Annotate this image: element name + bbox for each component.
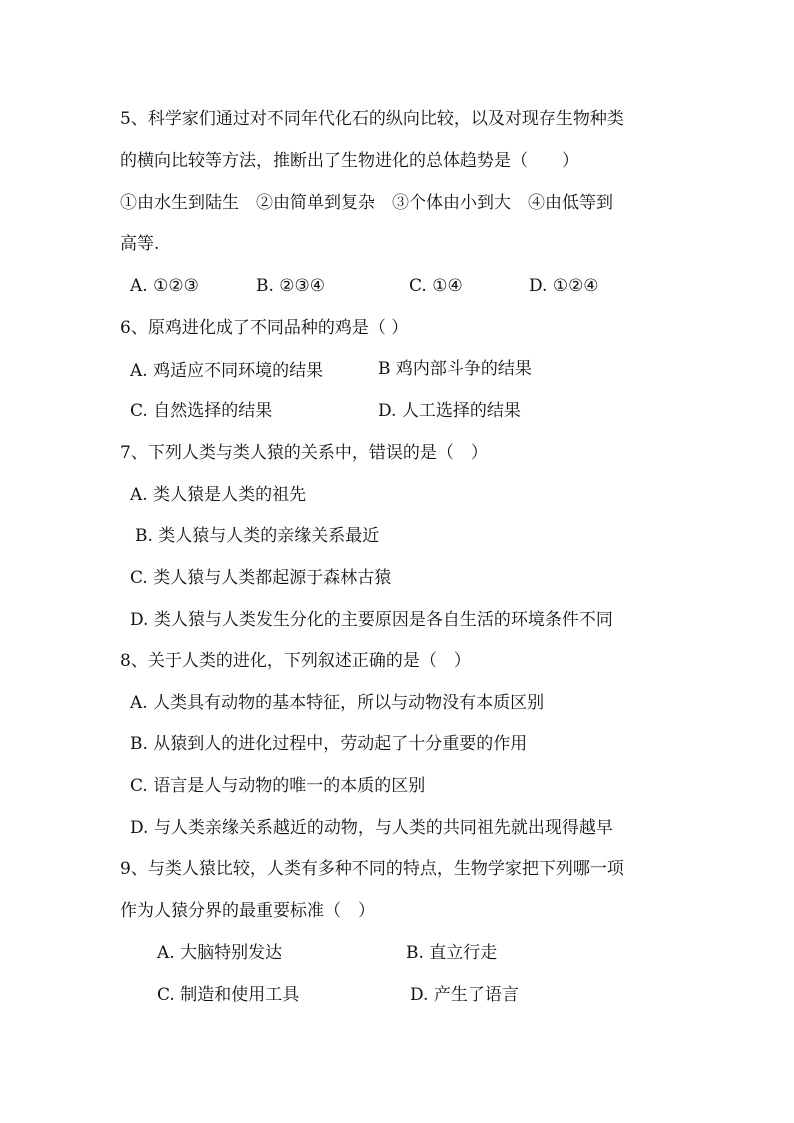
q5-option-b: B. ②③④ [256,276,326,296]
q9-option-a: A. 大脑特别发达 [157,943,283,963]
q8-stem: 8、关于人类的进化，下列叙述正确的是（ ） [120,651,471,671]
q6-stem: 6、原鸡进化成了不同品种的鸡是（ ） [120,318,409,338]
q7-option-c: C. 类人猿与人类都起源于森林古猿 [130,568,392,588]
q9-option-d: D. 产生了语言 [410,985,519,1005]
q5-stem-line3: ①由水生到陆生 ②由简单到复杂 ③个体由小到大 ④由低等到 [120,193,613,213]
q6-option-c: C. 自然选择的结果 [130,401,273,421]
q5-option-a: A. ①②③ [130,276,199,296]
q9-stem-line2: 作为人猿分界的最重要标准（ ） [120,901,375,921]
q5-option-d: D. ①②④ [529,276,599,296]
q9-stem-line1: 9、与类人猿比较，人类有多种不同的特点，生物学家把下列哪一项 [120,859,624,879]
q8-option-a: A. 人类具有动物的基本特征，所以与动物没有本质区别 [130,693,545,713]
q6-option-b: B 鸡内部斗争的结果 [378,359,532,379]
q9-option-b: B. 直立行走 [406,943,498,963]
q8-option-c: C. 语言是人与动物的唯一的本质的区别 [130,776,426,796]
q7-option-b: B. 类人猿与人类的亲缘关系最近 [135,526,380,546]
q5-stem-line4: 高等. [120,234,160,254]
q8-option-d: D. 与人类亲缘关系越近的动物，与人类的共同祖先就出现得越早 [130,818,613,838]
q8-option-b: B. 从猿到人的进化过程中，劳动起了十分重要的作用 [130,734,528,754]
q7-stem: 7、下列人类与类人猿的关系中，错误的是（ ） [120,443,488,463]
q7-option-d: D. 类人猿与人类发生分化的主要原因是各自生活的环境条件不同 [130,610,613,630]
q9-option-c: C. 制造和使用工具 [157,985,300,1005]
q5-stem-line2: 的横向比较等方法，推断出了生物进化的总体趋势是（ ） [120,151,579,171]
q6-option-a: A. 鸡适应不同环境的结果 [130,361,324,381]
q5-option-c: C. ①④ [409,276,463,296]
q6-option-d: D. 人工选择的结果 [378,401,521,421]
q5-stem-line1: 5、科学家们通过对不同年代化石的纵向比较，以及对现存生物种类 [120,109,624,129]
q7-option-a: A. 类人猿是人类的祖先 [130,485,307,505]
